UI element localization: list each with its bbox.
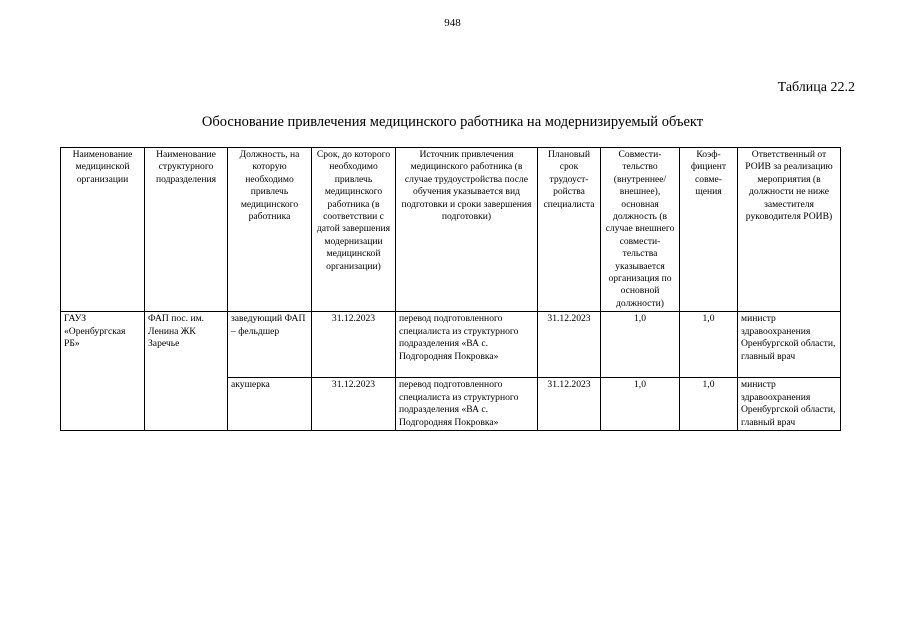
header-organization: Наименование медицинской организации: [61, 148, 145, 312]
cell-planned-date: 31.12.2023: [538, 312, 601, 378]
header-combination: Совмести-тельство (внутреннее/ внешнее), основная должность (в случае внешнего совмести-тельства указывается организация по основной должности): [601, 148, 680, 312]
cell-organization: ГАУЗ «Оренбургская РБ»: [61, 312, 145, 431]
page-number: 948: [444, 17, 461, 29]
table-label: Таблица 22.2: [777, 80, 855, 95]
cell-planned-date: 31.12.2023: [538, 378, 601, 431]
header-row: [61, 148, 841, 312]
header-position: Должность, на которую необходимо привлечь медицинского работника: [228, 148, 312, 312]
cell-coefficient: 1,0: [680, 378, 738, 431]
cell-coefficient: 1,0: [680, 312, 738, 378]
header-coefficient: Коэф-фициент совме-щения: [680, 148, 738, 312]
cell-deadline: 31.12.2023: [312, 378, 396, 431]
cell-combination: 1,0: [601, 378, 680, 431]
header-subdivision: Наименование структурного подразделения: [145, 148, 228, 312]
cell-responsible: министр здравоохранения Оренбургской области, главный врач: [738, 312, 841, 378]
cell-position: акушерка: [228, 378, 312, 431]
cell-subdivision: ФАП пос. им. Ленина ЖК Заречье: [145, 312, 228, 431]
cell-source: перевод подготовленного специалиста из структурного подразделения «ВА с. Подгородняя Покровка»: [396, 312, 538, 378]
table-row: [61, 312, 841, 378]
cell-source: перевод подготовленного специалиста из структурного подразделения «ВА с. Подгородняя Покровка»: [396, 378, 538, 431]
header-planned-date: Плановый срок трудоуст-ройства специалиста: [538, 148, 601, 312]
header-responsible: Ответственный от РОИВ за реализацию мероприятия (в должности не ниже заместителя руководителя РОИВ): [738, 148, 841, 312]
cell-responsible: министр здравоохранения Оренбургской области, главный врач: [738, 378, 841, 431]
justification-table: [60, 147, 841, 431]
cell-deadline: 31.12.2023: [312, 312, 396, 378]
document-title: Обоснование привлечения медицинского работника на модернизируемый объект: [201, 114, 704, 130]
header-source: Источник привлечения медицинского работника (в случае трудоустройства после обучения указывается вид подготовки и сроки завершения подготовки): [396, 148, 538, 312]
cell-combination: 1,0: [601, 312, 680, 378]
header-deadline: Срок, до которого необходимо привлечь медицинского работника (в соответствии с датой завершения модернизации медицинской организации): [312, 148, 396, 312]
cell-position: заведующий ФАП – фельдшер: [228, 312, 312, 378]
